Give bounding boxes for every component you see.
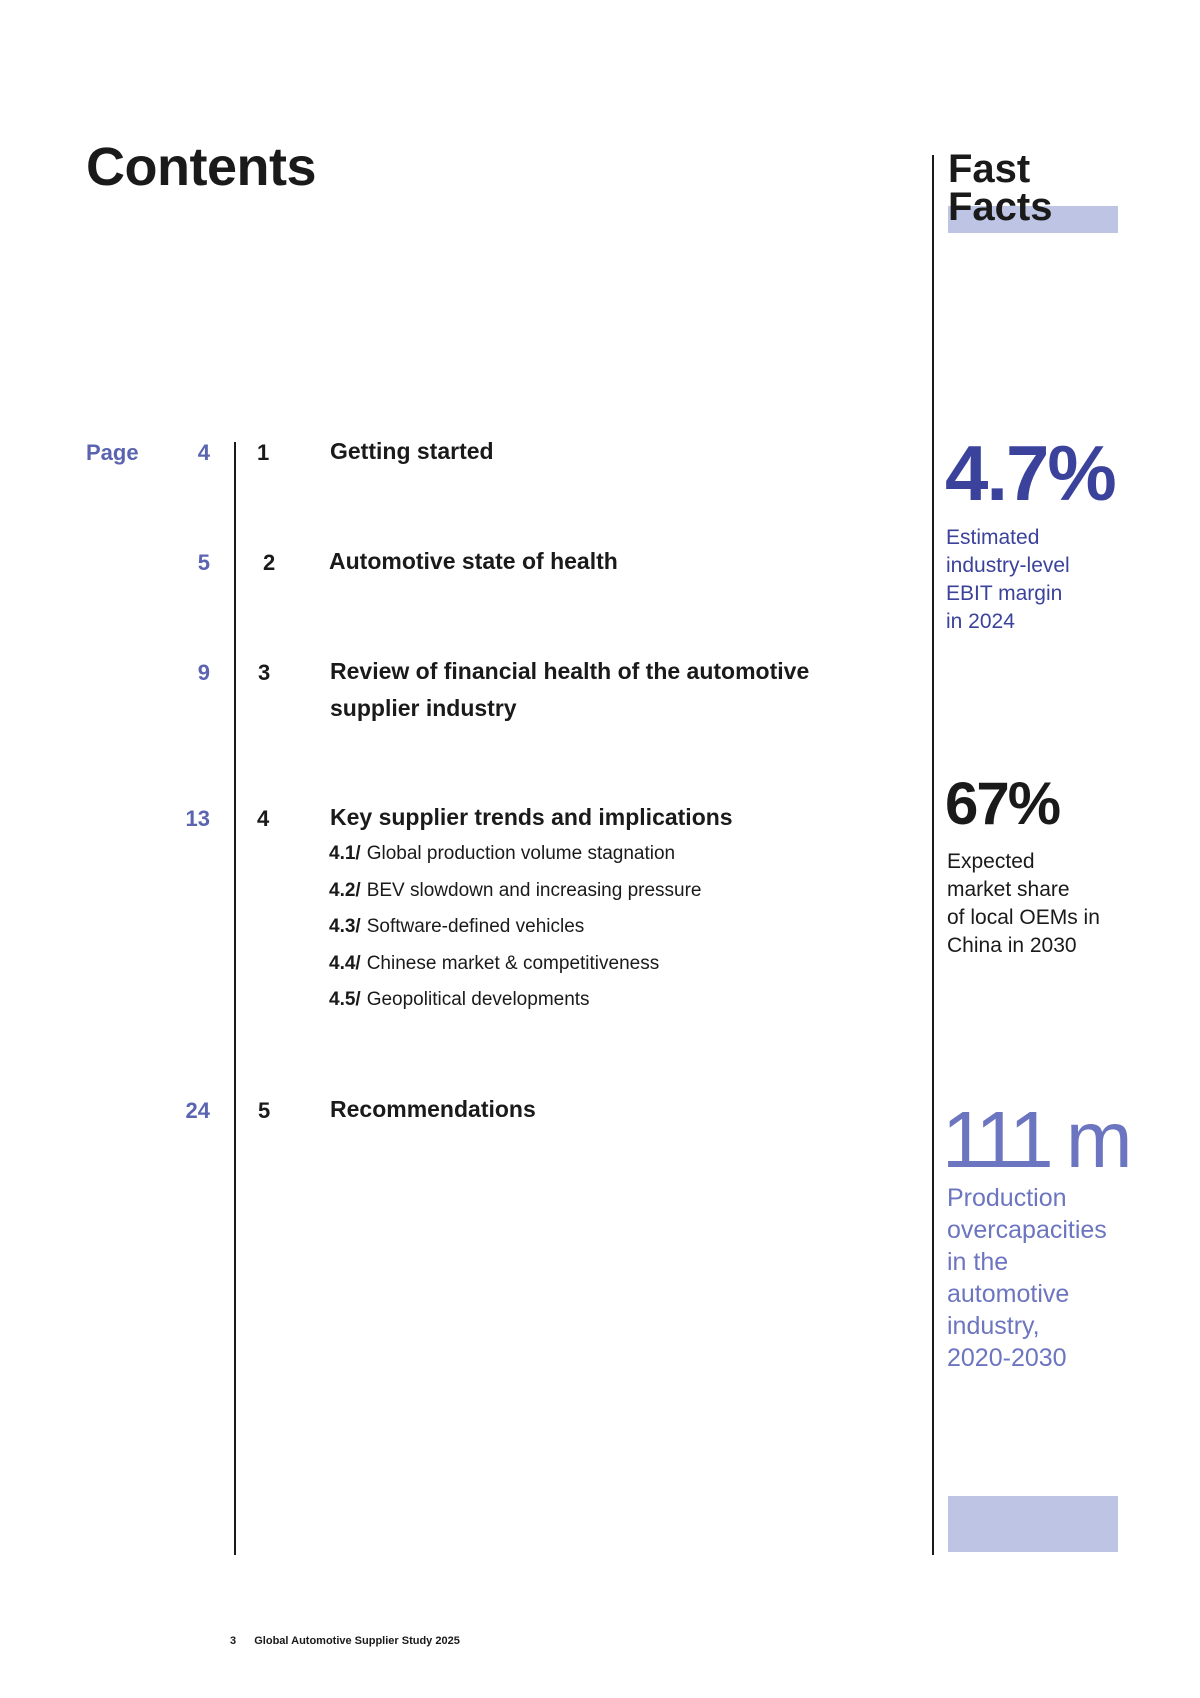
fact-description-line: automotive <box>947 1280 1070 1308</box>
fact-description-line: in the <box>947 1248 1009 1276</box>
toc-subsection[interactable] <box>329 909 702 946</box>
footer-publication: Global Automotive Supplier Study 2025 <box>254 1635 460 1647</box>
fact-description-line: EBIT margin <box>946 582 1063 605</box>
fact-description-line: overcapacities <box>947 1216 1107 1244</box>
toc-section-title[interactable]: Recommendations <box>330 1096 536 1122</box>
fact-description <box>947 848 1100 960</box>
footer <box>230 1635 460 1647</box>
toc-section-number: 3 <box>258 660 271 685</box>
page-title: Contents <box>86 137 316 197</box>
toc-subsection-title: Global production volume stagnation <box>366 843 676 864</box>
fact-description-line: Expected <box>947 850 1035 873</box>
fast-facts-divider <box>932 155 934 1555</box>
toc-subsection-title: BEV slowdown and increasing pressure <box>366 879 702 901</box>
toc-subsection[interactable] <box>329 836 702 873</box>
toc-section-title[interactable]: Automotive state of health <box>329 548 618 574</box>
toc-section-number: 1 <box>257 440 270 465</box>
toc-page-number: 24 <box>185 1098 210 1123</box>
fact-description-line: industry, <box>947 1312 1040 1340</box>
toc-subsection[interactable] <box>329 873 702 910</box>
toc-subsection-title: Software-defined vehicles <box>366 916 585 937</box>
fact-description-line: Production <box>947 1184 1067 1212</box>
fact-description <box>947 1182 1107 1374</box>
toc-section-number: 5 <box>258 1098 271 1123</box>
toc-page-label: Page <box>86 440 139 465</box>
toc-section-title[interactable]: Getting started <box>330 438 494 464</box>
toc-page-number: 13 <box>185 806 210 831</box>
toc-page-number: 9 <box>197 660 210 685</box>
fast-facts-footer-box <box>948 1496 1118 1552</box>
fact-description-line: Estimated <box>946 526 1040 549</box>
footer-page-number: 3 <box>230 1635 237 1647</box>
fact-description-line: China in 2030 <box>947 934 1077 957</box>
toc-section-title[interactable]: Review of financial health of the automotive supplier industry <box>330 658 810 721</box>
fact-description-line: industry-level <box>946 554 1070 577</box>
toc-divider <box>234 442 236 1555</box>
toc-subsection-number: 4.5/ <box>329 989 361 1010</box>
toc-section-number: 4 <box>257 806 270 831</box>
toc-section-number: 2 <box>263 550 276 575</box>
toc-subsection-number: 4.3/ <box>329 916 361 937</box>
fact-description-line: 2020-2030 <box>947 1344 1067 1372</box>
toc-subsection-list <box>329 836 702 1019</box>
fact-description-line: of local OEMs in <box>947 906 1100 929</box>
fact-description-line: in 2024 <box>946 610 1015 633</box>
toc-subsection-number: 4.1/ <box>329 843 361 864</box>
toc-page-number: 4 <box>197 440 210 465</box>
fact-description-line: market share <box>947 878 1070 901</box>
fast-facts-title-line: Fast <box>948 147 1031 191</box>
fact-description <box>946 524 1070 636</box>
toc-section-title[interactable]: Key supplier trends and implications <box>330 804 733 830</box>
toc-subsection[interactable] <box>329 982 702 1019</box>
fact-value: 4.7% <box>945 429 1115 517</box>
toc-subsection-number: 4.4/ <box>329 952 361 974</box>
fast-facts-title-line: Facts <box>948 185 1053 229</box>
fact-value: 67% <box>945 770 1060 837</box>
fast-facts-title <box>948 147 1053 229</box>
fact-value: 111 m <box>942 1095 1128 1184</box>
toc-subsection-title: Chinese market & competitiveness <box>366 952 660 974</box>
toc-subsection[interactable] <box>329 946 702 983</box>
toc-subsection-number: 4.2/ <box>329 879 361 901</box>
toc-subsection-title: Geopolitical developments <box>366 989 590 1010</box>
toc-page-number: 5 <box>197 550 210 575</box>
